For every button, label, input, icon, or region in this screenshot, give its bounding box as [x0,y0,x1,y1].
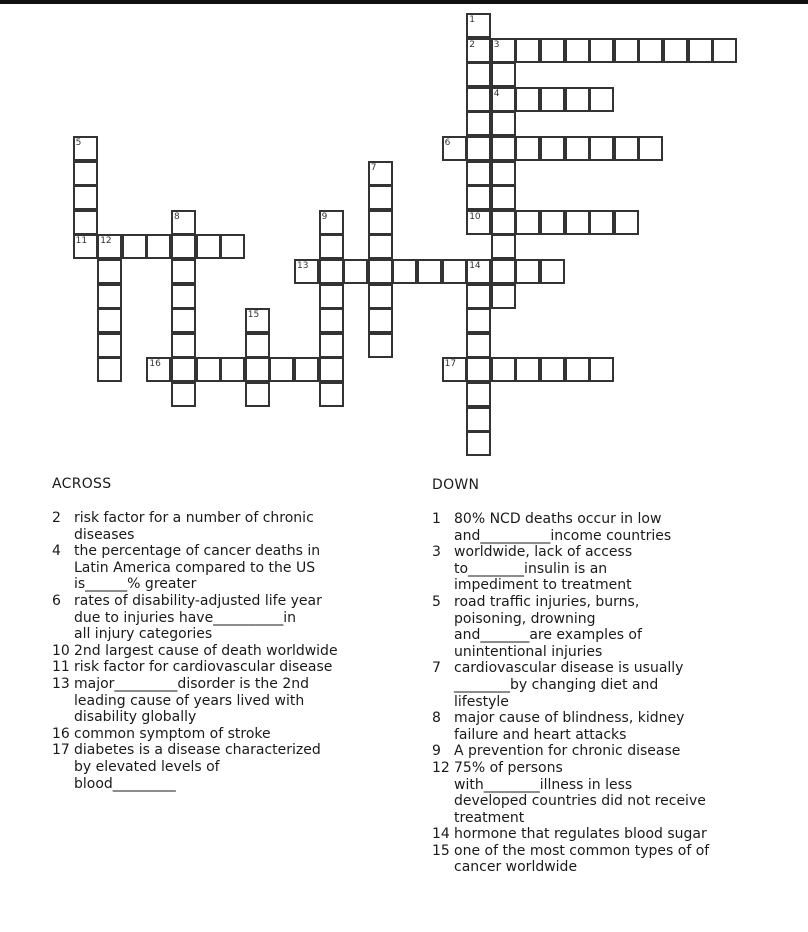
grid-cell[interactable] [97,333,122,358]
grid-cell[interactable] [442,259,467,284]
clue-item [432,743,792,760]
cell-number: 4 [493,88,500,99]
grid-cell[interactable] [466,210,491,235]
clue-number: 13 [52,675,70,692]
grid-cell[interactable] [343,259,368,284]
grid-cell[interactable] [97,357,122,382]
grid-cell[interactable] [540,38,565,63]
grid-cell[interactable] [97,234,122,259]
clue-text-line: unintentional injuries [454,643,603,660]
clue-text-line: to________insulin is an [454,560,608,577]
clue-text-line: cardiovascular disease is usually [454,660,684,677]
grid-cell[interactable] [73,185,98,210]
grid-cell[interactable] [589,87,614,112]
grid-cell[interactable] [220,234,245,259]
clue-item [52,643,382,660]
clue-item [52,510,382,543]
grid-cell[interactable] [368,308,393,333]
grid-cell[interactable] [171,382,196,407]
cell-number: 14 [469,261,481,271]
clue-text-line: with________illness in less [454,776,633,793]
clue-text-line: by elevated levels of [74,758,220,775]
grid-cell[interactable] [540,259,565,284]
grid-cell[interactable] [466,87,491,112]
clue-text-line: developed countries did not receive [454,793,706,810]
grid-cell[interactable] [294,259,319,284]
grid-cell[interactable] [319,357,344,382]
clue-item [52,593,382,643]
grid-cell[interactable] [515,87,540,112]
clue-text-line: and_______are examples of [454,627,642,644]
grid-cell[interactable] [466,13,491,38]
grid-cell[interactable] [491,210,516,235]
crossword-grid [0,0,808,460]
grid-cell[interactable] [589,136,614,161]
clue-text-line: treatment [454,809,525,826]
grid-cell[interactable] [245,382,270,407]
cell-number: 7 [370,162,377,173]
cell-number: 3 [493,39,500,50]
cell-number: 15 [247,310,260,321]
clue-number: 16 [52,725,70,742]
clue-number: 7 [432,660,441,677]
grid-cell[interactable] [319,259,344,284]
clue-text-line: cancer worldwide [454,859,578,876]
clue-number: 17 [52,742,70,759]
grid-cell[interactable] [294,357,319,382]
clue-text-line: impediment to treatment [454,577,632,594]
grid-cell[interactable] [368,259,393,284]
grid-cell[interactable] [171,259,196,284]
grid-cell[interactable] [589,38,614,63]
clue-item [432,826,792,843]
grid-cell[interactable] [491,111,516,136]
grid-cell[interactable] [220,357,245,382]
clue-text-line: road traffic injuries, burns, [454,593,640,610]
grid-cell[interactable] [319,333,344,358]
grid-cell[interactable] [466,431,491,456]
clue-number: 10 [52,642,70,659]
clue-item [432,710,792,743]
grid-cell[interactable] [515,38,540,63]
down-clue-list [432,511,792,876]
clue-item [432,511,792,544]
cell-number: 10 [469,211,481,222]
grid-cell[interactable] [491,284,516,309]
clue-number: 6 [52,592,61,609]
grid-cell[interactable] [515,357,540,382]
grid-cell[interactable] [589,357,614,382]
grid-cell[interactable] [491,357,516,382]
clue-item [52,726,382,743]
grid-cell[interactable] [269,357,294,382]
grid-cell[interactable] [466,357,491,382]
across-clue-list [52,510,382,792]
grid-cell[interactable] [171,210,196,235]
cell-number: 11 [75,236,88,247]
grid-cell[interactable] [319,382,344,407]
grid-cell[interactable] [491,87,516,112]
clue-text-line: Latin America compared to the US [74,559,316,576]
clue-number: 15 [432,842,450,859]
grid-cell[interactable] [319,210,344,235]
clue-text-line: ________by changing diet and [454,676,659,693]
clue-text-line: A prevention for chronic disease [454,743,681,760]
grid-cell[interactable] [122,234,147,259]
grid-cell[interactable] [245,308,270,333]
clue-text-line: 75% of persons [454,759,563,776]
grid-cell[interactable] [466,38,491,63]
clue-text-line: blood_________ [74,775,176,792]
grid-cell[interactable] [417,259,442,284]
clue-text-line: hormone that regulates blood sugar [454,826,707,843]
grid-cell[interactable] [196,357,221,382]
clue-text-line: major_________disorder is the 2nd [74,675,310,692]
grid-cell[interactable] [491,136,516,161]
grid-cell[interactable] [73,210,98,235]
clue-text-line: 2nd largest cause of death worldwide [74,642,338,659]
grid-cell[interactable] [466,382,491,407]
grid-cell[interactable] [245,357,270,382]
cell-number: 8 [174,211,180,222]
clue-number: 3 [432,544,441,561]
grid-cell[interactable] [319,284,344,309]
grid-cell[interactable] [540,87,565,112]
grid-cell[interactable] [614,210,639,235]
grid-cell[interactable] [368,185,393,210]
grid-cell[interactable] [491,38,516,63]
grid-cell[interactable] [565,136,590,161]
grid-cell[interactable] [540,357,565,382]
clue-text-line: all injury categories [74,626,213,643]
grid-cell[interactable] [491,161,516,186]
grid-cell[interactable] [712,38,737,63]
grid-cell[interactable] [319,234,344,259]
grid-cell[interactable] [466,407,491,432]
clue-text-line: leading cause of years lived with [74,692,305,709]
clue-text-line: and__________income countries [454,527,672,544]
across-heading: ACROSS [52,476,112,492]
grid-cell[interactable] [171,357,196,382]
grid-cell[interactable] [171,234,196,259]
grid-cell[interactable] [565,38,590,63]
clue-item [432,594,792,660]
grid-cell[interactable] [491,185,516,210]
grid-cell[interactable] [368,210,393,235]
grid-cell[interactable] [368,333,393,358]
grid-cell[interactable] [171,308,196,333]
grid-cell[interactable] [466,136,491,161]
clue-text-line: diseases [74,526,135,543]
clue-number: 12 [432,759,450,776]
clue-text-line: failure and heart attacks [454,726,627,743]
clue-text-line: risk factor for a number of chronic [74,510,314,526]
clue-text-line: common symptom of stroke [74,725,271,742]
grid-cell[interactable] [466,185,491,210]
down-heading: DOWN [432,477,480,493]
cell-number: 12 [100,236,112,247]
grid-cell[interactable] [319,308,344,333]
clue-text-line: risk factor for cardiovascular disease [74,659,333,676]
clue-number: 5 [432,593,441,610]
grid-cell[interactable] [466,62,491,87]
clue-number: 1 [432,511,441,527]
grid-cell[interactable] [97,284,122,309]
cell-number: 16 [149,359,161,370]
grid-cell[interactable] [565,210,590,235]
grid-cell[interactable] [540,210,565,235]
grid-cell[interactable] [614,38,639,63]
grid-cell[interactable] [565,87,590,112]
grid-cell[interactable] [368,234,393,259]
grid-cell[interactable] [392,259,417,284]
grid-cell[interactable] [540,136,565,161]
clue-item [52,676,382,726]
grid-cell[interactable] [171,333,196,358]
grid-cell[interactable] [73,234,98,259]
grid-cell[interactable] [442,357,467,382]
clue-item [432,660,792,710]
clue-text-line: worldwide, lack of access [454,544,633,561]
grid-cell[interactable] [491,62,516,87]
grid-cell[interactable] [196,234,221,259]
grid-cell[interactable] [368,284,393,309]
clue-number: 2 [52,510,61,526]
clue-text-line: the percentage of cancer deaths in [74,543,321,560]
grid-cell[interactable] [146,234,171,259]
clue-number: 8 [432,710,441,727]
cell-number: 9 [321,211,328,222]
grid-cell[interactable] [466,111,491,136]
clue-number: 14 [432,826,450,843]
clue-text-line: is______% greater [74,576,197,593]
clue-text-line: poisoning, drowning [454,610,596,627]
grid-cell[interactable] [515,136,540,161]
grid-cell[interactable] [97,259,122,284]
grid-cell[interactable] [614,136,639,161]
clue-text-line: lifestyle [454,693,509,710]
clue-text-line: one of the most common types of of [454,842,710,859]
clue-text-line: major cause of blindness, kidney [454,710,685,727]
clue-number: 4 [52,543,61,560]
clue-item [432,843,792,876]
grid-cell[interactable] [466,259,491,284]
clue-number: 11 [52,659,70,676]
cell-number: 6 [444,138,451,148]
clue-text-line: 80% NCD deaths occur in low [454,511,662,527]
grid-cell[interactable] [466,308,491,333]
grid-cell[interactable] [73,161,98,186]
clue-text-line: disability globally [74,709,197,726]
clue-text-line: rates of disability-adjusted life year [74,592,322,609]
cell-number: 2 [469,39,475,50]
cell-number: 17 [444,359,457,370]
grid-cell[interactable] [515,210,540,235]
clue-item [52,659,382,676]
clue-number: 9 [432,743,441,760]
cell-number: 1 [469,15,475,25]
cell-number: 5 [75,138,82,148]
grid-cell[interactable] [663,38,688,63]
grid-cell[interactable] [97,308,122,333]
grid-cell[interactable] [442,136,467,161]
grid-cell[interactable] [466,284,491,309]
clue-item [432,544,792,594]
clue-item [52,742,382,792]
clue-item [52,543,382,593]
grid-cell[interactable] [638,136,663,161]
grid-cell[interactable] [73,136,98,161]
grid-cell[interactable] [466,161,491,186]
grid-cell[interactable] [491,259,516,284]
grid-cell[interactable] [466,333,491,358]
grid-cell[interactable] [171,284,196,309]
grid-cell[interactable] [688,38,713,63]
grid-cell[interactable] [245,333,270,358]
grid-cell[interactable] [146,357,171,382]
cell-number: 13 [297,261,309,271]
grid-cell[interactable] [589,210,614,235]
grid-cell[interactable] [638,38,663,63]
clue-text-line: diabetes is a disease characterized [74,742,321,759]
grid-cell[interactable] [491,234,516,259]
grid-cell[interactable] [565,357,590,382]
grid-cell[interactable] [515,259,540,284]
clue-item [432,760,792,826]
clue-text-line: due to injuries have__________in [74,609,296,626]
grid-cell[interactable] [368,161,393,186]
